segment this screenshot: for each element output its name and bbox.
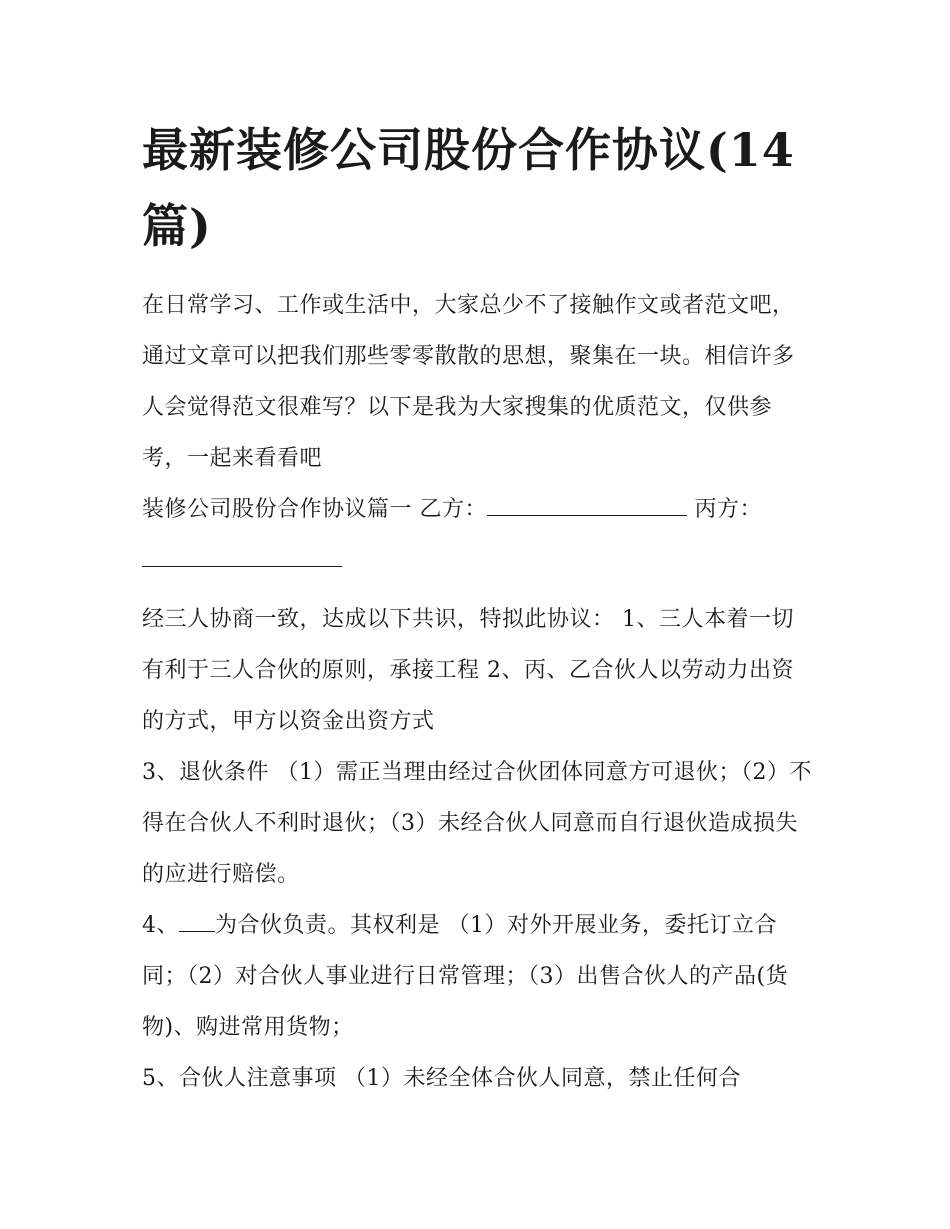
- section-heading-text: 装修公司股份合作协议篇一 乙方：: [142, 497, 487, 522]
- document-body: [142, 112, 814, 1104]
- responsible-prefix: 4、: [142, 913, 179, 938]
- responsible-blank: [179, 911, 215, 932]
- document-title: 最新装修公司股份合作协议(14篇): [142, 123, 795, 253]
- spacer: [142, 586, 814, 594]
- responsible-text: 为合伙负责。其权利是 （1）对外开展业务，委托订立合同；（2）对合伙人事业进行日常管理；（3）出售合伙人的产品(货物)、购进常用货物；: [142, 913, 789, 1040]
- party-c-label: 丙方：: [687, 497, 762, 522]
- consensus-paragraph: 经三人协商一致，达成以下共识，特拟此协议： 1、三人本着一切有利于三人合伙的原则，承接工程 2、丙、乙合伙人以劳动力出资的方式，甲方以资金出资方式: [142, 607, 794, 734]
- notes-paragraph: 5、合伙人注意事项 （1）未经全体合伙人同意，禁止任何合: [142, 1066, 741, 1091]
- section-heading-paragraph: [142, 484, 814, 586]
- party-b-blank: [487, 495, 687, 516]
- withdrawal-paragraph: 3、退伙条件 （1）需正当理由经过合伙团体同意方可退伙；（2）不得在合伙人不利时退伙；（3）未经合伙人同意而自行退伙造成损失的应进行赔偿。: [142, 760, 812, 887]
- party-c-blank: [142, 546, 342, 567]
- intro-paragraph: 在日常学习、工作或生活中，大家总少不了接触作文或者范文吧，通过文章可以把我们那些零零散散的思想，聚集在一块。相信许多人会觉得范文很难写？以下是我为大家搜集的优质范文，仅供参考，一起来看看吧: [142, 293, 795, 471]
- responsible-paragraph: [142, 900, 814, 1053]
